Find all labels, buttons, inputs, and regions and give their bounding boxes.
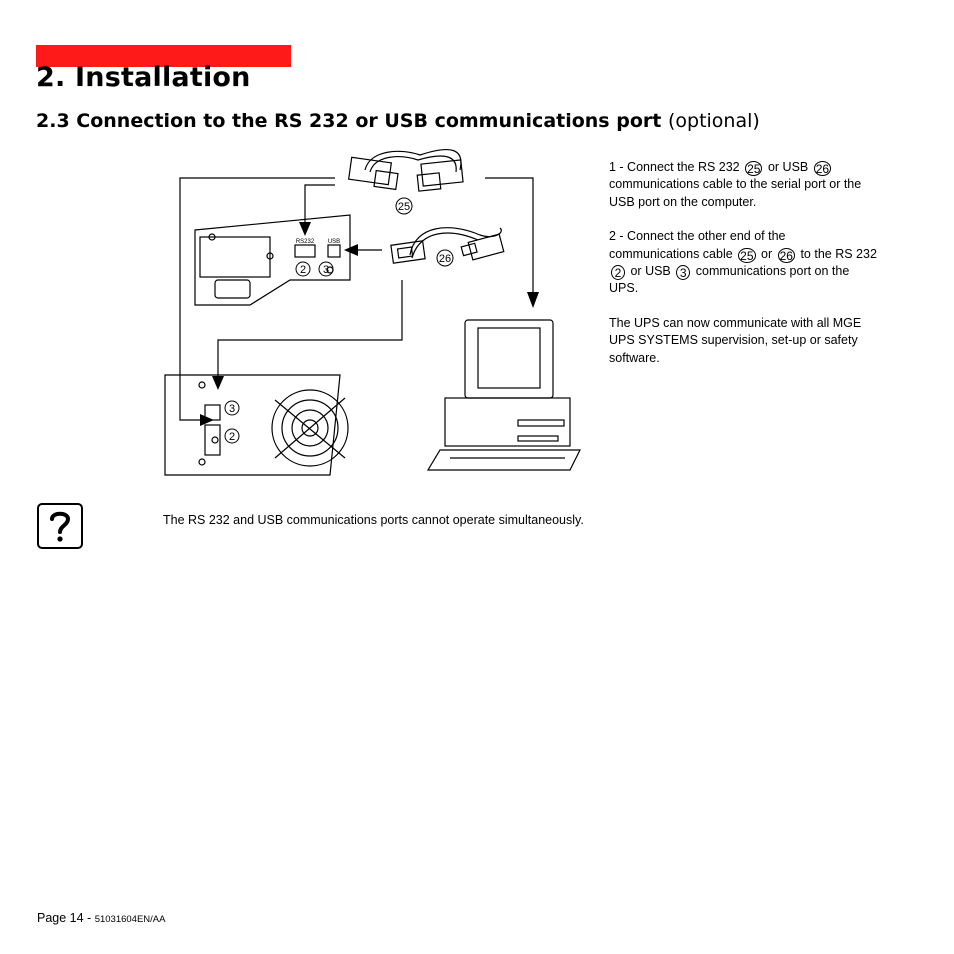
- callout-26: 26: [438, 253, 452, 265]
- question-mark-icon: [37, 503, 83, 549]
- section-title-optional: (optional): [667, 110, 760, 132]
- section-title-bold: 2.3 Connection to the RS 232 or USB communications port: [36, 110, 662, 132]
- note-text: The RS 232 and USB communications ports cannot operate simultaneously.: [163, 513, 584, 527]
- page-number: Page 14 -: [37, 911, 92, 925]
- ups-rear-panel-illustration: [195, 215, 350, 305]
- step-1: 1 - Connect the RS 232 25 or USB 26 communications cable to the serial port or the USB port on the computer.: [609, 160, 862, 209]
- callout-3-front: 3: [228, 403, 236, 415]
- page-footer: [37, 911, 165, 925]
- callout-2-panel: 2: [299, 264, 307, 276]
- callout-2-front: 2: [228, 431, 236, 443]
- ups-front-illustration: [165, 375, 348, 475]
- callout-25: 25: [397, 201, 411, 213]
- callout-25: 25: [740, 248, 754, 263]
- instruction-steps: [609, 159, 879, 384]
- usb-port-label: USB: [327, 239, 341, 245]
- callout-26: 26: [815, 162, 830, 176]
- computer-illustration: [428, 320, 580, 470]
- callout-26: 26: [779, 248, 793, 263]
- rs232-port-label: RS232: [295, 239, 315, 245]
- section-title: [36, 110, 760, 132]
- step-3: The UPS can now communicate with all MGE UPS SYSTEMS supervision, set-up or safety software.: [609, 316, 862, 365]
- callout-25: 25: [747, 162, 761, 176]
- chapter-title: 2. Installation: [36, 62, 251, 93]
- callout-3: 3: [676, 265, 690, 280]
- arrow-heads: [200, 222, 539, 426]
- document-reference: 51031604EN/AA: [94, 914, 166, 925]
- connection-diagram: [160, 140, 585, 485]
- rs232-cable-illustration: [349, 150, 463, 192]
- callout-2: 2: [611, 265, 625, 280]
- step-2: 2 - Connect the other end of the communications cable 25 or 26 to the RS 232 2 or USB 3 communications port on the UPS.: [609, 229, 877, 296]
- callout-3-panel: 3: [322, 264, 330, 276]
